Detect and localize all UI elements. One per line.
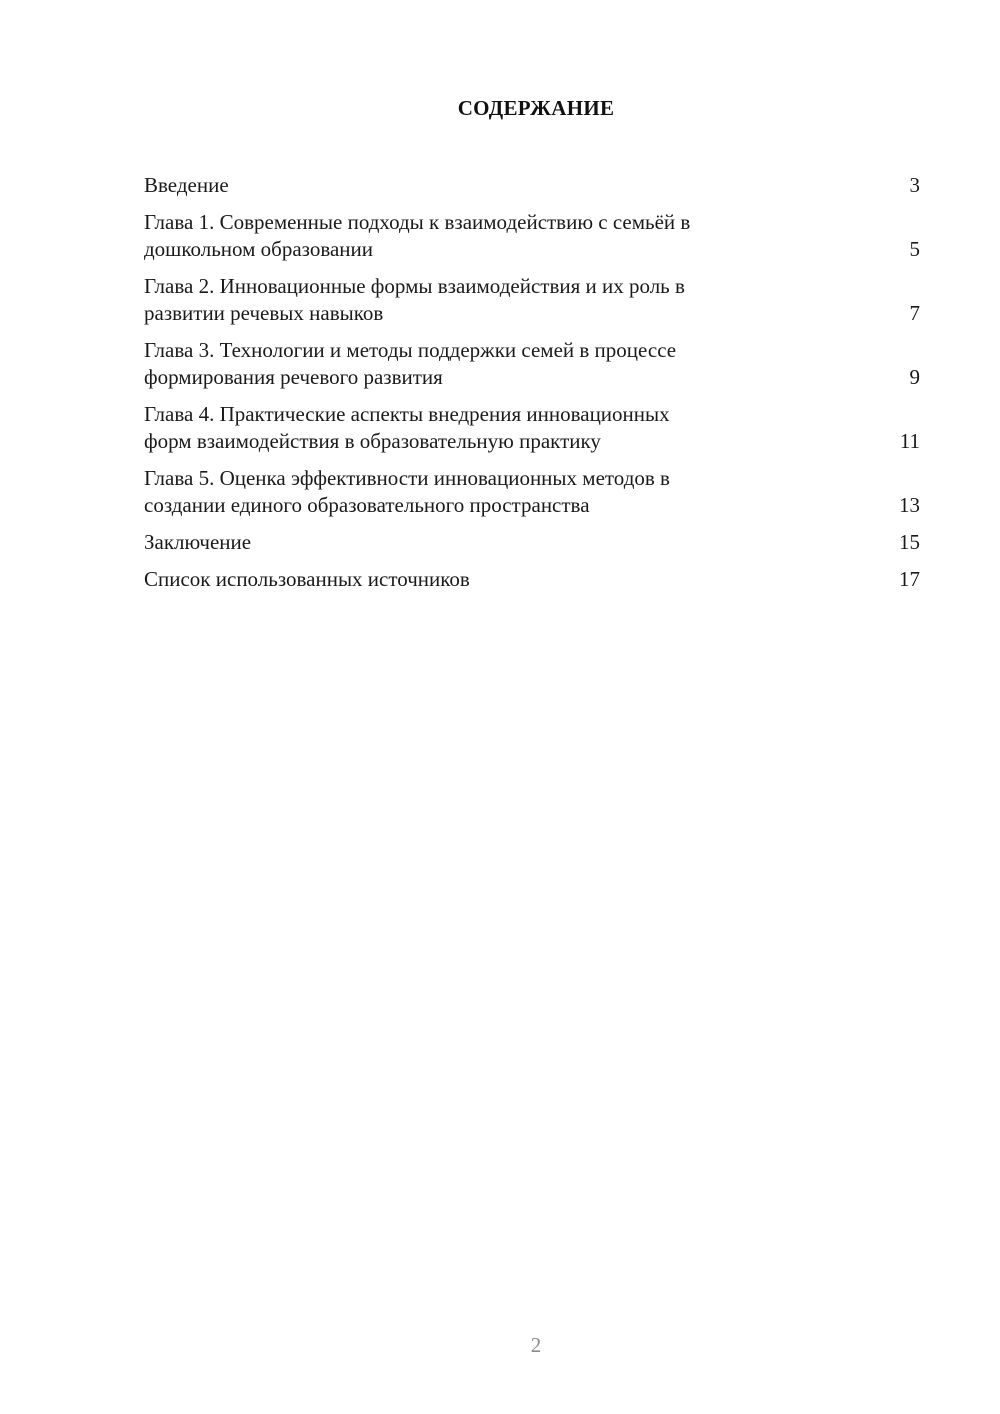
toc-entry-page-number: 5 (909, 237, 920, 261)
toc-entry-label: Список использованных источников (144, 567, 470, 591)
toc-entry-page-number: 13 (899, 493, 920, 517)
toc-entry-chapter-2 (144, 273, 920, 327)
toc-entry-label: Введение (144, 173, 229, 197)
toc-entry-label: Глава 1. Современные подходы к взаимодействию с семьёй в дошкольном образовании (144, 210, 691, 261)
toc-entry-page-number: 9 (909, 365, 920, 389)
toc-entry-page-number: 3 (909, 173, 920, 197)
toc-entry-references (144, 566, 920, 593)
page-title: СОДЕРЖАНИЕ (457, 96, 615, 120)
toc-entry-chapter-1 (144, 209, 920, 263)
toc-entry-page-number: 7 (909, 301, 920, 325)
toc-entry-label: Глава 2. Инновационные формы взаимодействия и их роль в развитии речевых навыков (144, 274, 685, 325)
toc-entry-conclusion (144, 529, 920, 556)
toc-entry-introduction (144, 172, 920, 199)
toc-entry-label: Глава 4. Практические аспекты внедрения инновационных форм взаимодействия в образовательную практику (144, 402, 670, 453)
toc-entry-label: Глава 3. Технологии и методы поддержки семей в процессе формирования речевого развития (144, 338, 677, 389)
toc-entry-page-number: 17 (899, 567, 920, 591)
toc-entry-page-number: 15 (899, 530, 920, 554)
toc-entry-chapter-3 (144, 337, 920, 391)
toc-entry-label: Глава 5. Оценка эффективности инновационных методов в создании единого образовательного пространства (144, 466, 670, 517)
table-of-contents (144, 172, 920, 603)
toc-entry-chapter-5 (144, 465, 920, 519)
toc-entry-page-number: 11 (899, 429, 920, 453)
toc-entry-label: Заключение (144, 530, 252, 554)
toc-entry-chapter-4 (144, 401, 920, 455)
page-number: 2 (530, 1333, 542, 1357)
